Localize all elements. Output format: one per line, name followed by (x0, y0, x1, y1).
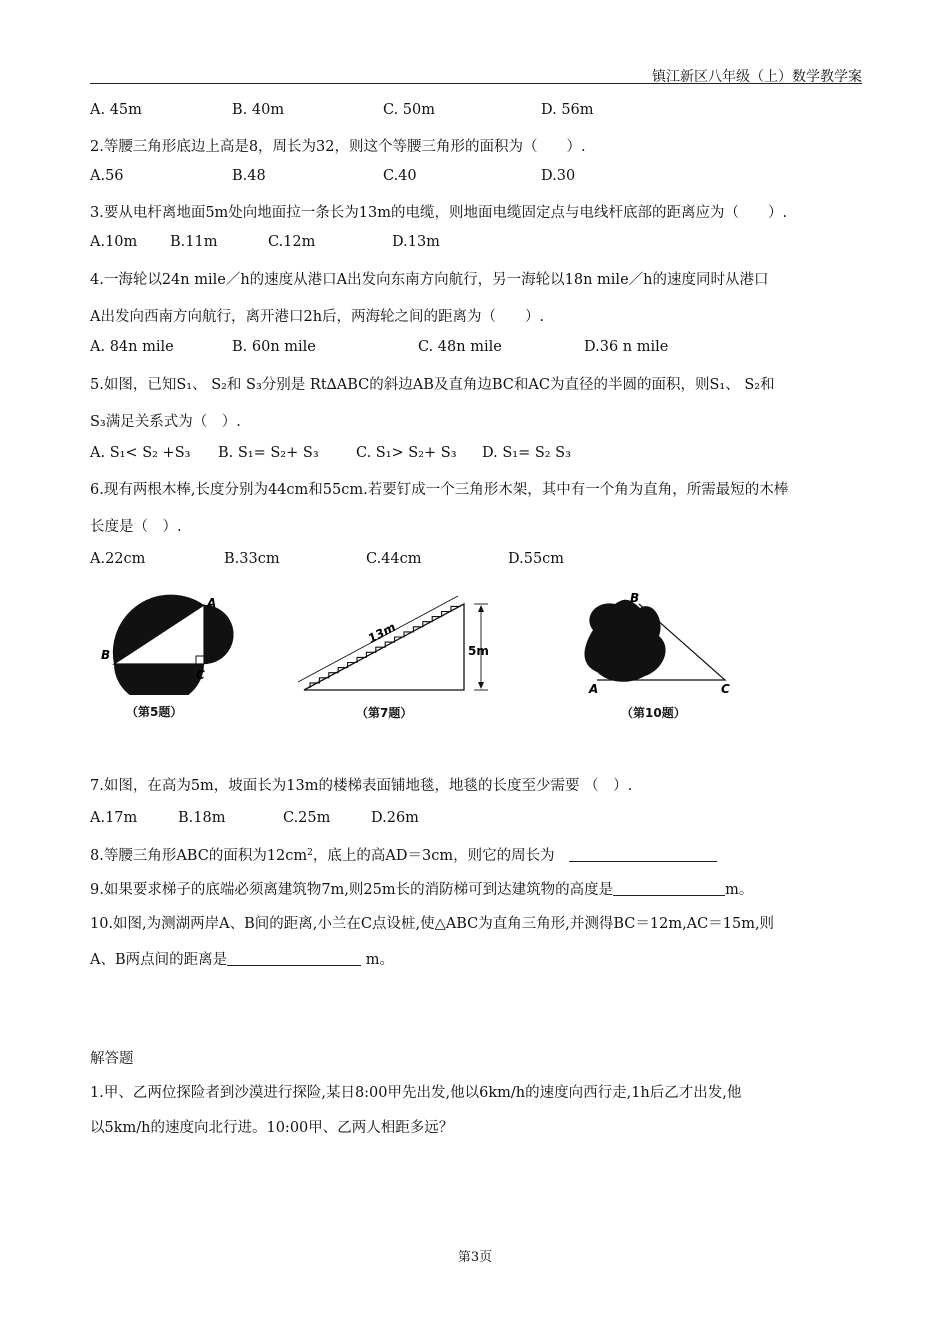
q7-option-b: B.18m (178, 810, 226, 826)
q7-option-c: C.25m (283, 810, 331, 826)
s1-text-line1: 1.甲、乙两位探险者到沙漠进行探险,某日8:00甲先出发,他以6km/h的速度向西行走,1h后乙才出发,他 (90, 1085, 742, 1101)
q2-text: 2.等腰三角形底边上高是8，周长为32，则这个等腰三角形的面积为（ ）. (90, 139, 586, 155)
q9-text-post: m。 (725, 882, 754, 898)
q4-option-b: B. 60n mile (232, 339, 316, 355)
q1-option-c: C. 50m (383, 102, 435, 118)
q1-option-a: A. 45m (90, 102, 142, 118)
q5-option-a: A. S₁< S₂ +S₃ (90, 445, 191, 461)
q1-option-b: B. 40m (232, 102, 285, 118)
fig5-label-a: A (207, 596, 217, 610)
q5-option-c: C. S₁> S₂+ S₃ (356, 445, 457, 461)
page-header-title: 镇江新区八年级（上）数学教学案 (652, 69, 862, 85)
q3-option-d: D.13m (392, 234, 440, 250)
figure-7-caption: （第7题） (356, 706, 413, 720)
q4-option-a: A. 84n mile (90, 339, 174, 355)
q6-text-line2: 长度是（ ）. (90, 519, 182, 535)
fig5-label-b: B (101, 648, 111, 662)
q8-answer-blank[interactable] (569, 847, 717, 862)
s1-text-line2: 以5km/h的速度向北行进。10:00甲、乙两人相距多远？ (90, 1120, 454, 1136)
q9-text-pre: 9.如果要求梯子的底端必须离建筑物7m,则25m长的消防梯可到达建筑物的高度是 (90, 882, 614, 898)
q3-option-a: A.10m (90, 234, 138, 250)
q7-option-d: D.26m (371, 810, 419, 826)
q1-option-d: D. 56m (541, 102, 594, 118)
q8-text-post: ，底上的高AD＝3cm，则它的周长为 (312, 848, 555, 864)
q3-option-c: C.12m (268, 234, 316, 250)
q5-option-d: D. S₁= S₂ S₃ (482, 445, 571, 461)
figure-10-caption: （第10题） (621, 706, 686, 720)
q6-option-a: A.22cm (90, 551, 146, 567)
q5-text-line2: S₃满足关系式为（ ）. (90, 414, 241, 430)
page-number: 第3页 (457, 1250, 493, 1265)
q2-option-d: D.30 (541, 168, 576, 184)
q3-option-b: B.11m (170, 234, 218, 250)
q6-option-c: C.44cm (366, 551, 422, 567)
q2-option-b: B.48 (232, 168, 266, 184)
q10-text-line1: 10.如图,为测湖两岸A、B间的距离,小兰在C点设桩,使△ABC为直角三角形,并测得BC＝12m,AC＝15m,则 (90, 916, 775, 932)
q9-answer-blank[interactable] (613, 881, 725, 896)
q4-option-c: C. 48n mile (418, 339, 502, 355)
q4-text-line1: 4.一海轮以24n mile／h的速度从港口A出发向东南方向航行，另一海轮以18n mile／h的速度同时从港口 (90, 272, 769, 288)
q10-text-post: m。 (361, 952, 394, 968)
fig7-height-label: 5m (468, 644, 489, 658)
q6-option-d: D.55cm (508, 551, 565, 567)
q5-text-line1: 5.如图，已知S₁、 S₂和 S₃分别是 Rt∆ABC的斜边AB及直角边BC和AC为直径的半圆的面积，则S₁、 S₂和 (90, 377, 775, 393)
figure-7-staircase (298, 592, 498, 694)
q2-option-a: A.56 (90, 168, 124, 184)
q3-text: 3.要从电杆离地面5m处向地面拉一条长为13m的电缆，则地面电缆固定点与电线杆底部的距离应为（ ）. (90, 205, 788, 221)
header-rule (90, 83, 862, 84)
lake-shape (585, 600, 666, 682)
fig5-label-c: C (196, 668, 205, 682)
q10-text-line2 (90, 948, 394, 969)
q8-text-pre: 8.等腰三角形ABC的面积为12cm (90, 848, 308, 864)
q6-option-b: B.33cm (224, 551, 280, 567)
q6-text-line1: 6.现有两根木棒,长度分别为44cm和55cm.若要钉成一个三角形木架，其中有一个角为直角，所需最短的木棒 (90, 482, 789, 498)
fig10-label-a: A (589, 682, 599, 695)
q9-text (90, 878, 753, 899)
q8-superscript: 2 (307, 848, 313, 858)
figure-5-caption: （第5题） (126, 705, 183, 719)
fig7-slope-label: 13m (365, 619, 399, 646)
q5-option-b: B. S₁= S₂+ S₃ (218, 445, 319, 461)
figure-5-semicircles (100, 585, 235, 695)
q7-text: 7.如图，在高为5m，坡面长为13m的楼梯表面铺地毯，地毯的长度至少需要 （ ）. (90, 778, 633, 794)
q10-text-pre: A、B两点间的距离是 (90, 952, 228, 968)
q7-option-a: A.17m (90, 810, 138, 826)
section-title: 解答题 (90, 1051, 134, 1067)
q4-option-d: D.36 n mile (584, 339, 669, 355)
fig10-label-c: C (721, 682, 730, 695)
fig10-label-b: B (630, 591, 640, 605)
q10-answer-blank[interactable] (227, 951, 361, 966)
q2-option-c: C.40 (383, 168, 417, 184)
figure-10-lake (575, 590, 740, 695)
q8-text (90, 844, 717, 865)
q4-text-line2: A出发向西南方向航行，离开港口2h后，两海轮之间的距离为（ ）. (90, 309, 545, 325)
